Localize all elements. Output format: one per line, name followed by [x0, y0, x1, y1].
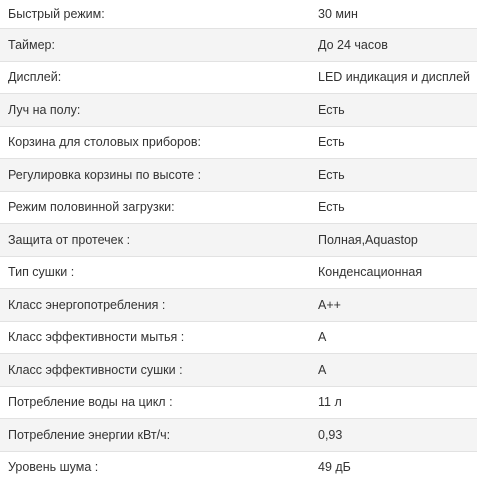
spec-row-wash-class — [0, 321, 477, 354]
spec-value: 11 л — [310, 386, 477, 419]
spec-label: Режим половинной загрузки: — [0, 191, 310, 224]
spec-value: Конденсационная — [310, 256, 477, 289]
spec-label: Уровень шума : — [8, 459, 99, 474]
spec-row-energy-consumption — [0, 419, 477, 452]
spec-label: Тип сушки : — [0, 256, 310, 289]
spec-row-basket-height — [0, 159, 477, 192]
spec-value: 0,93 — [310, 419, 477, 452]
spec-row-water-consumption — [0, 386, 477, 419]
spec-value: A++ — [310, 289, 477, 322]
spec-value: A — [310, 321, 477, 354]
spec-label: Быстрый режим: — [0, 0, 310, 29]
spec-row-floor-beam — [0, 94, 477, 127]
spec-row-noise-level — [0, 451, 477, 482]
spec-row-dry-class — [0, 354, 477, 387]
spec-row-display — [0, 61, 477, 94]
spec-label: Класс эффективности сушки : — [0, 354, 310, 387]
spec-row-half-load — [0, 191, 477, 224]
spec-label: Потребление энергии кВт/ч: — [0, 419, 310, 452]
spec-row-energy-class — [0, 289, 477, 322]
spec-value: Есть — [310, 159, 477, 192]
spec-value: 30 мин — [310, 0, 477, 29]
spec-label: Класс эффективности мытья : — [0, 321, 310, 354]
spec-label: Потребление воды на цикл : — [0, 386, 310, 419]
spec-value: 49 дБ — [318, 459, 351, 474]
spec-value: Есть — [310, 94, 477, 127]
spec-label: Класс энергопотребления : — [0, 289, 310, 322]
spec-label: Регулировка корзины по высоте : — [0, 159, 310, 192]
spec-label: Луч на полу: — [0, 94, 310, 127]
spec-row-drying-type — [0, 256, 477, 289]
spec-value: A — [310, 354, 477, 387]
spec-value: Полная,Aquastop — [310, 224, 477, 257]
spec-row-leak-protection — [0, 224, 477, 257]
spec-label: Дисплей: — [0, 61, 310, 94]
spec-row-cutlery-basket — [0, 126, 477, 159]
spec-row-quick-mode — [0, 0, 477, 29]
spec-value: Есть — [310, 126, 477, 159]
spec-label: Корзина для столовых приборов: — [0, 126, 310, 159]
spec-label: Защита от протечек : — [0, 224, 310, 257]
spec-row-timer — [0, 29, 477, 62]
spec-value: LED индикация и дисплей — [310, 61, 477, 94]
spec-label: Таймер: — [0, 29, 310, 62]
spec-value: Есть — [310, 191, 477, 224]
spec-value: До 24 часов — [310, 29, 477, 62]
